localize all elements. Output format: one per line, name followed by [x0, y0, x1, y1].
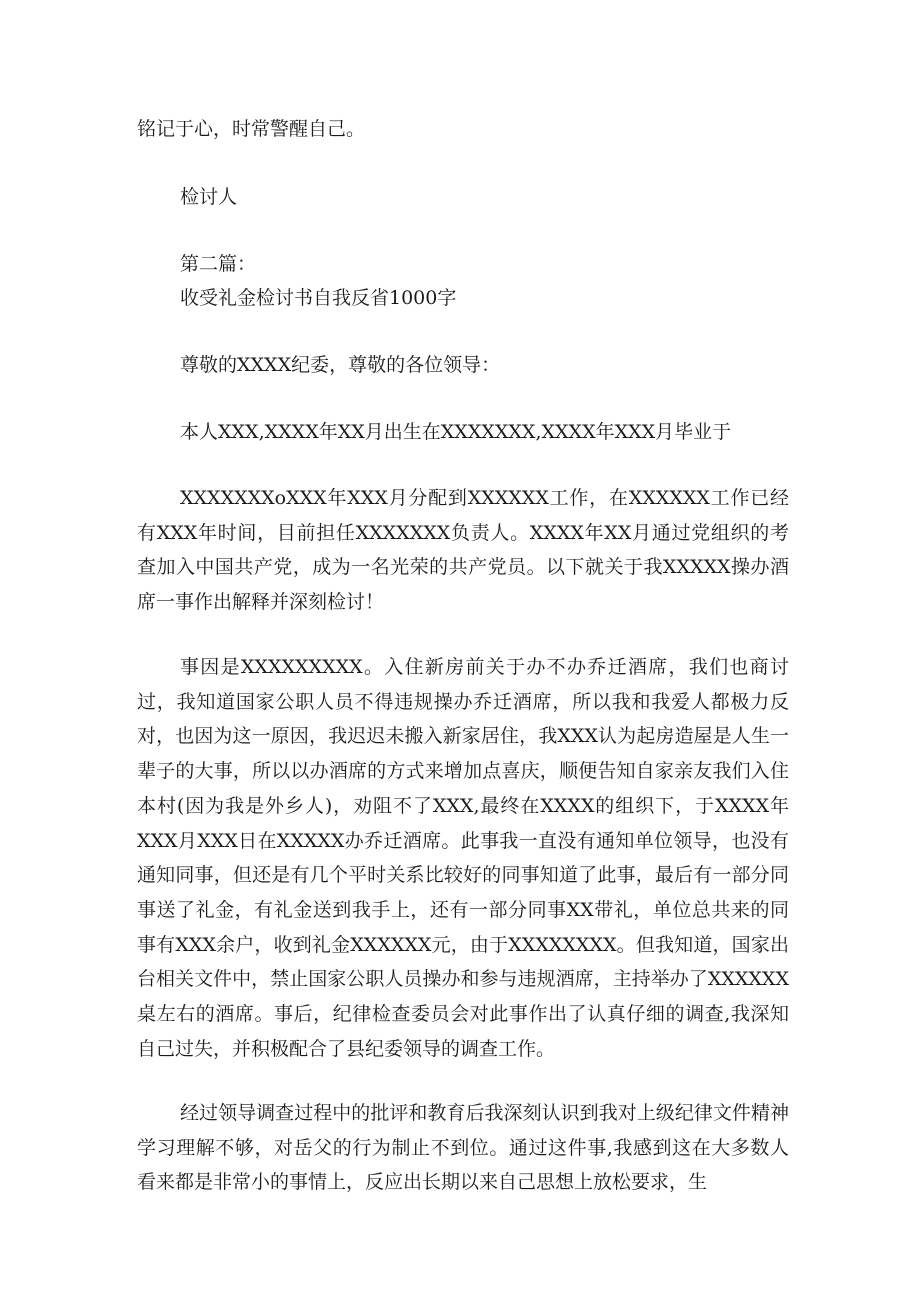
section-title: 收受礼金检讨书自我反省1000字	[180, 287, 457, 309]
intro-line: 本人XXX,XXXX年XX月出生在XXXXXXX,XXXX年XXX月毕业于	[180, 421, 732, 443]
paragraph-background: XXXXXXXoXXX年XXX月分配到XXXXXX工作，在XXXXXX工作已经有XXX年时间，目前担任XXXXXXX负责人。XXXX年XX月通过党组织的考查加入中国共产党，成为一名光荣的共产党员。以下就关于我XXXXX操办酒席一事作出解释并深刻检讨！	[137, 487, 789, 613]
section-heading: 第二篇：	[180, 253, 257, 275]
salutation: 尊敬的XXXX纪委，尊敬的各位领导：	[180, 354, 501, 376]
paragraph-reflection: 经过领导调查过程中的批评和教育后我深刻认识到我对上级纪律文件精神学习理解不够，对岳父的行为制止不到位。通过这件事,我感到这在大多数人看来都是非常小的事情上，反应出长期以来自己思想上放松要求，生	[137, 1102, 789, 1194]
signature-label: 检讨人	[180, 186, 238, 208]
closing-line: 铭记于心，时常警醒自己。	[137, 118, 366, 140]
paragraph-incident: 事因是XXXXXXXXX。入住新房前关于办不办乔迁酒席，我们也商讨过，我知道国家公职人员不得违规操办乔迁酒席，所以我和我爱人都极力反对，也因为这一原因，我迟迟未搬入新家居住，我XXX认为起房造屋是人生一辈子的大事，所以以办酒席的方式来增加点喜庆，顺便告知自家亲友我们入住本村(因为我是外乡人)，劝阻不了XXX,最终在XXXX的组织下，于XXXX年XXX月XXX日在XXXXX办乔迁酒席。此事我一直没有通知单位领导，也没有通知同事，但还是有几个平时关系比较好的同事知道了此事，最后有一部分同事送了礼金，有礼金送到我手上，还有一部分同事XX带礼，单位总共来的同事有XXX余户，收到礼金XXXXXX元，由于XXXXXXXX。但我知道，国家出台相关文件中，禁止国家公职人员操办和参与违规酒席，主持举办了XXXXXX桌左右的酒席。事后，纪律检查委员会对此事作出了认真仔细的调查,我深知自己过失，并积极配合了县纪委领导的调查工作。	[137, 656, 789, 1060]
